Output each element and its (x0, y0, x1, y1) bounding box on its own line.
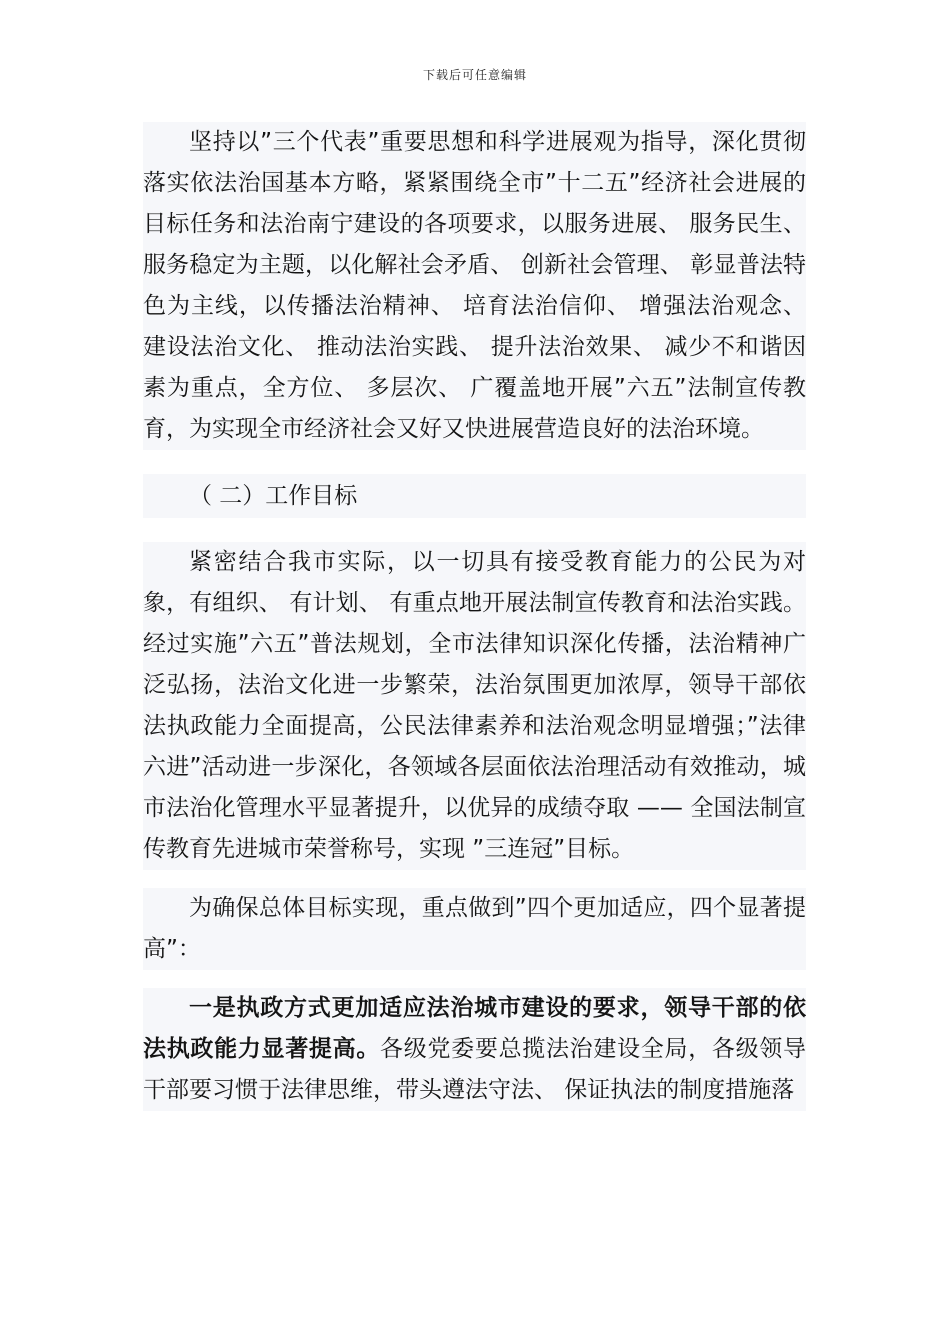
paragraph-spacer (143, 970, 806, 988)
page-header-note: 下载后可任意编辑 (422, 68, 527, 82)
paragraph-spacer (143, 518, 806, 542)
point-one-paragraph (143, 988, 806, 1111)
section-heading-work-goals: （ 二）工作目标 (189, 483, 358, 509)
paragraph-spacer (143, 450, 806, 474)
overall-goal-intro-paragraph: 为确保总体目标实现，重点做到”四个更加适应，四个显著提高”： (143, 895, 806, 962)
work-goals-paragraph: 紧密结合我市实际，以一切具有接受教育能力的公民为对象，有组织、 有计划、 有重点地开展法制宣传教育和法治实践。经过实施”六五”普法规划，全市法律知识深化传播，法治精神广泛弘扬，法治文化进一步繁荣，法治氛围更加浓厚，领导干部依法执政能力全面提高，公民法律素养和法治观念明显增强；”法律六进”活动进一步深化，各领域各层面依法治理活动有效推动，城市法治化管理水平显著提升，以优异的成绩夺取 —— 全国法制宣传教育先进城市荣誉称号，实现 ”三连冠”目标。 (143, 549, 806, 862)
point-one-lead: 一是执政方式更加适应法治城市建设的要求，领导干部的依法执政能力显著提高。 (143, 995, 806, 1062)
guiding-ideology-paragraph: 坚持以”三个代表”重要思想和科学进展观为指导，深化贯彻落实依法治国基本方略，紧紧围绕全市”十二五”经济社会进展的目标任务和法治南宁建设的各项要求，以服务进展、 服务民生、 服务稳定为主题，以化解社会矛盾、 创新社会管理、 彰显普法特色为主线，以传播法治精神、 培育法治信仰、 增强法治观念、 建设法治文化、 推动法治实践、 提升法治效果、 减少不和谐因素为重点，全方位、 多层次、 广覆盖地开展”六五”法制宣传教育，为实现全市经济社会又好又快进展营造良好的法治环境。 (143, 129, 806, 442)
document-body (143, 122, 806, 1111)
paragraph-spacer (143, 870, 806, 888)
point-one-body: 各级党委要总揽法治建设全局，各级领导干部要习惯于法律思维，带头遵法守法、 保证执法的制度措施落 (143, 1036, 807, 1103)
